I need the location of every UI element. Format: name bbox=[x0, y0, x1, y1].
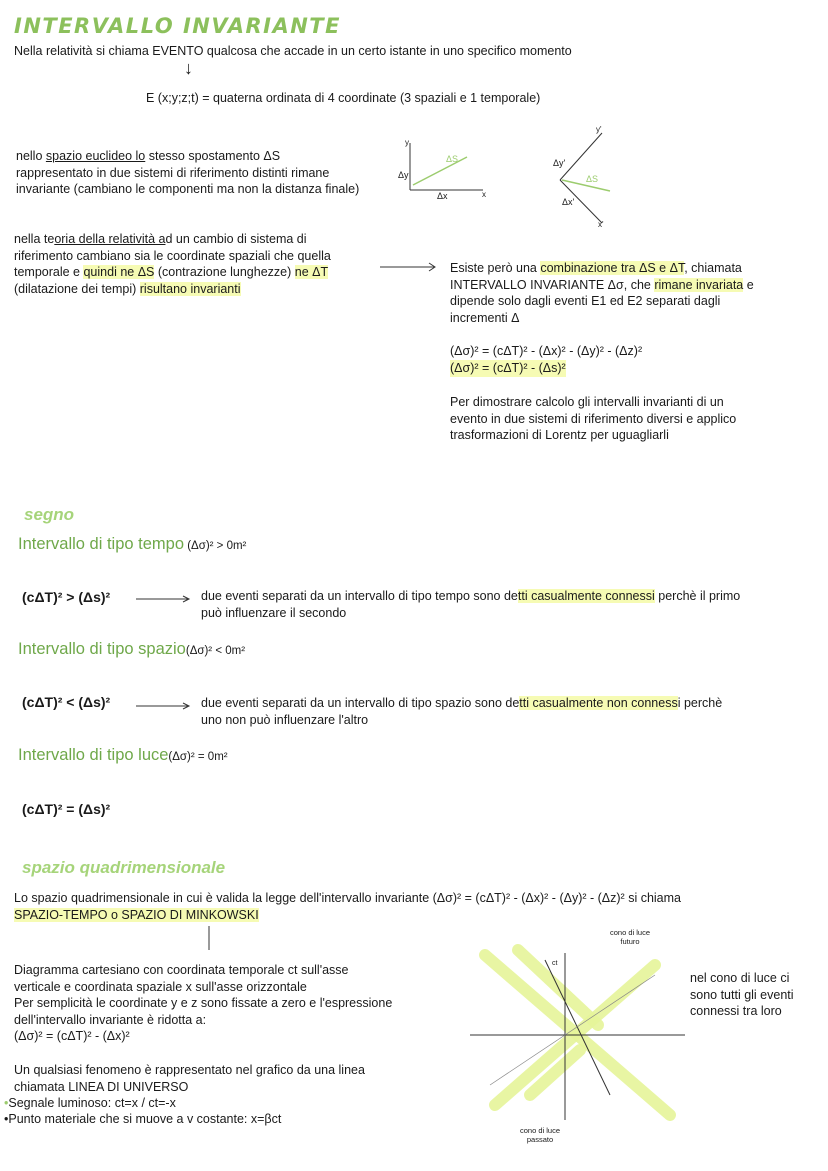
diagram2-y-label: y' bbox=[596, 125, 602, 134]
invariant-paragraph: Esiste però una combinazione tra ΔS e ΔT, chiamata INTERVALLO INVARIANTE Δσ, che rimane invariata e dipende solo dagli eventi E1 ed E2 separati dagli incrementi Δ bbox=[450, 261, 754, 325]
arrow-down-icon bbox=[206, 926, 214, 952]
space-interval-heading: Intervallo di tipo spazio(Δσ)² < 0m² bbox=[18, 640, 246, 658]
arrow-right-icon bbox=[380, 262, 440, 274]
time-comparison: (cΔT)² > (Δs)² bbox=[22, 589, 111, 605]
arrow-down-icon: ↓ bbox=[184, 58, 193, 78]
page-title: INTERVALLO INVARIANTE bbox=[14, 14, 341, 38]
diagram1-y-label: y bbox=[405, 138, 409, 147]
quad-heading: spazio quadrimensionale bbox=[22, 858, 226, 877]
bullet-constant-velocity: •Punto materiale che si muove a v costante: x=βct bbox=[4, 1112, 282, 1126]
cone-past-label: cono di luce passato bbox=[519, 1126, 561, 1144]
diagram1-dx-label: Δx bbox=[437, 191, 448, 201]
invariant-formula-full: (Δσ)² = (cΔT)² - (Δx)² - (Δy)² - (Δz)² bbox=[450, 344, 643, 358]
cone-future-label: cono di luce futuro bbox=[609, 928, 651, 946]
euclid-paragraph: nello spazio euclideo lo stesso spostamento ΔS rappresentato in due sistemi di riferimento distinti rimane invariante (cambiano le componenti ma non la distanza finale) bbox=[16, 149, 360, 196]
diagram1-x-label: x bbox=[482, 190, 486, 199]
light-cone-diagram bbox=[470, 945, 695, 1120]
event-definition: E (x;y;z;t) = quaterna ordinata di 4 coordinate (3 spaziali e 1 temporale) bbox=[146, 91, 541, 105]
space-description: due eventi separati da un intervallo di tipo spazio sono detti casualmente non connessi perchè uno non può influenzare l'altro bbox=[201, 696, 723, 727]
intro-text: Nella relatività si chiama EVENTO qualcosa che accade in un certo istante in uno specifico momento bbox=[14, 44, 572, 58]
lorentz-paragraph: Per dimostrare calcolo gli intervalli invarianti di un evento in due sistemi di riferimento diversi e applico trasformazioni di Lorentz per uguagliarli bbox=[450, 395, 737, 442]
diagram2-dy-label: Δy' bbox=[553, 158, 566, 168]
vector-diagram-2 bbox=[540, 125, 630, 225]
light-comparison: (cΔT)² = (Δs)² bbox=[22, 801, 111, 817]
time-interval-heading: Intervallo di tipo tempo (Δσ)² > 0m² bbox=[18, 535, 247, 553]
time-description: due eventi separati da un intervallo di tipo tempo sono detti casualmente connessi perchè il primo può influenzare il secondo bbox=[201, 589, 741, 620]
ct-axis-label: ct bbox=[552, 960, 558, 967]
arrow-right-icon bbox=[136, 594, 192, 604]
bullet-light-signal: •Segnale luminoso: ct=x / ct=-x bbox=[4, 1096, 176, 1110]
cone-note: nel cono di luce ci sono tutti gli eventi connessi tra loro bbox=[690, 971, 794, 1018]
universe-line-paragraph: Un qualsiasi fenomeno è rappresentato nel grafico da una linea chiamata LINEA DI UNIVERSO bbox=[14, 1063, 365, 1094]
diagram2-x-label: x' bbox=[598, 220, 604, 229]
invariant-formula-short: (Δσ)² = (cΔT)² - (Δs)² bbox=[450, 361, 566, 375]
diagram1-dy-label: Δy bbox=[398, 170, 409, 180]
arrow-right-icon bbox=[136, 701, 192, 711]
minkowski-paragraph: Lo spazio quadrimensionale in cui è valida la legge dell'intervallo invariante (Δσ)² = (cΔT)² - (Δx)² - (Δy)² - (Δz)² si chiama SPAZIO-TEMPO o SPAZIO DI MINKOWSKI bbox=[14, 891, 681, 922]
light-interval-heading: Intervallo di tipo luce(Δσ)² = 0m² bbox=[18, 746, 228, 764]
segno-heading: segno bbox=[24, 505, 75, 524]
diagram2-ds-label: ΔS bbox=[586, 174, 599, 184]
diagram1-ds-label: ΔS bbox=[446, 154, 459, 164]
diagram2-dx-label: Δx' bbox=[562, 197, 575, 207]
relativity-paragraph: nella teoria della relatività ad un cambio di sistema di riferimento cambiano sia le coordinate spaziali che quella temporale e quindi ne ΔS (contrazione lunghezze) ne ΔT (dilatazione dei tempi) risultano invarianti bbox=[14, 232, 331, 296]
cartesian-paragraph: Diagramma cartesiano con coordinata temporale ct sull'asse verticale e coordinata spaziale x sull'asse orizzontale Per semplicità le coordinate y e z sono fissate a zero e l'espressione dell'intervallo invariante è ridotta a: (Δσ)² = (cΔT)² - (Δx)² bbox=[14, 963, 393, 1043]
space-comparison: (cΔT)² < (Δs)² bbox=[22, 694, 111, 710]
